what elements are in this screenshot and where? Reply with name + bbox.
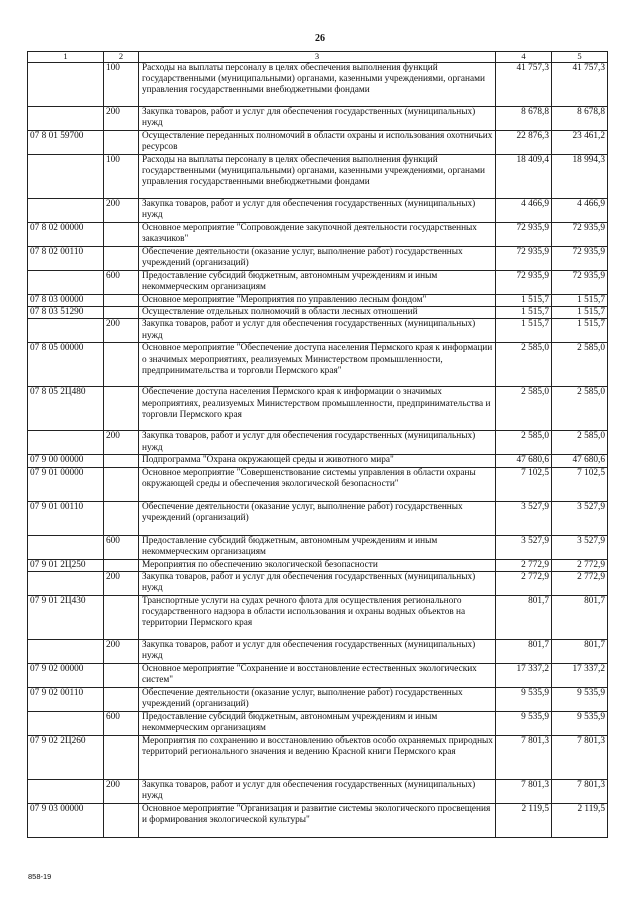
description-cell: Закупка товаров, работ и услуг для обеспечения государственных (муниципальных) нужд: [139, 639, 496, 663]
table-row: [28, 501, 608, 535]
amount-year2-cell: 2 585,0: [552, 343, 608, 387]
code-cell: 07 9 02 00000: [28, 663, 104, 687]
expense-type-cell: [104, 735, 139, 779]
amount-year1-cell: 72 935,9: [496, 271, 552, 295]
amount-year2-cell: 801,7: [552, 639, 608, 663]
description-cell: Осуществление переданных полномочий в области охраны и использования охотничьих ресурсов: [139, 131, 496, 155]
table-row: [28, 271, 608, 295]
amount-year2-cell: 47 680,6: [552, 455, 608, 467]
expense-type-cell: 200: [104, 107, 139, 131]
table-row: [28, 199, 608, 223]
amount-year2-cell: 1 515,7: [552, 307, 608, 319]
expense-type-cell: [104, 343, 139, 387]
expense-type-cell: 600: [104, 271, 139, 295]
description-cell: Обеспечение деятельности (оказание услуг, выполнение работ) государственных учреждений (организаций): [139, 501, 496, 535]
description-cell: Предоставление субсидий бюджетным, автономным учреждениям и иным некоммерческим организациям: [139, 535, 496, 559]
description-cell: Обеспечение деятельности (оказание услуг, выполнение работ) государственных учреждений (организаций): [139, 247, 496, 271]
amount-year2-cell: 72 935,9: [552, 247, 608, 271]
code-cell: 07 9 01 2Ц250: [28, 559, 104, 571]
amount-year2-cell: 2 772,9: [552, 559, 608, 571]
table-row: [28, 779, 608, 803]
expense-type-cell: [104, 559, 139, 571]
amount-year2-cell: 23 461,2: [552, 131, 608, 155]
expense-type-cell: [104, 501, 139, 535]
code-cell: 07 8 01 59700: [28, 131, 104, 155]
expense-type-cell: [104, 307, 139, 319]
table-row: [28, 455, 608, 467]
description-cell: Основное мероприятие "Мероприятия по управлению лесным фондом": [139, 295, 496, 307]
table-row: [28, 711, 608, 735]
amount-year2-cell: 2 119,5: [552, 803, 608, 837]
description-cell: Закупка товаров, работ и услуг для обеспечения государственных (муниципальных) нужд: [139, 571, 496, 595]
code-cell: 07 9 02 00110: [28, 687, 104, 711]
expense-type-cell: [104, 595, 139, 639]
description-cell: Мероприятия по обеспечению экологической безопасности: [139, 559, 496, 571]
table-row: [28, 467, 608, 501]
description-cell: Закупка товаров, работ и услуг для обеспечения государственных (муниципальных) нужд: [139, 779, 496, 803]
amount-year1-cell: 3 527,9: [496, 501, 552, 535]
table-row: [28, 319, 608, 343]
amount-year1-cell: 7 801,3: [496, 779, 552, 803]
amount-year2-cell: 72 935,9: [552, 271, 608, 295]
budget-table: [27, 51, 608, 838]
code-cell: 07 9 01 00110: [28, 501, 104, 535]
amount-year1-cell: 8 678,8: [496, 107, 552, 131]
amount-year2-cell: 9 535,9: [552, 711, 608, 735]
description-cell: Закупка товаров, работ и услуг для обеспечения государственных (муниципальных) нужд: [139, 199, 496, 223]
expense-type-cell: [104, 295, 139, 307]
description-cell: Расходы на выплаты персоналу в целях обеспечения выполнения функций государственными (муниципальными) органами, казенными учреждениями, органами управления государственными внебюджетными фондами: [139, 63, 496, 107]
table-row: [28, 307, 608, 319]
amount-year1-cell: 801,7: [496, 639, 552, 663]
amount-year1-cell: 1 515,7: [496, 295, 552, 307]
expense-type-cell: 100: [104, 155, 139, 199]
amount-year2-cell: 8 678,8: [552, 107, 608, 131]
amount-year1-cell: 72 935,9: [496, 223, 552, 247]
description-cell: Закупка товаров, работ и услуг для обеспечения государственных (муниципальных) нужд: [139, 319, 496, 343]
expense-type-cell: [104, 131, 139, 155]
table-row: [28, 343, 608, 387]
expense-type-cell: 200: [104, 779, 139, 803]
description-cell: Предоставление субсидий бюджетным, автономным учреждениям и иным некоммерческим организациям: [139, 711, 496, 735]
description-cell: Предоставление субсидий бюджетным, автономным учреждениям и иным некоммерческим организациям: [139, 271, 496, 295]
header-cell: 3: [139, 52, 496, 63]
amount-year2-cell: 41 757,3: [552, 63, 608, 107]
description-cell: Осуществление отдельных полномочий в области лесных отношений: [139, 307, 496, 319]
table-row: [28, 155, 608, 199]
expense-type-cell: [104, 687, 139, 711]
description-cell: Расходы на выплаты персоналу в целях обеспечения выполнения функций государственными (муниципальными) органами, казенными учреждениями, органами управления государственными внебюджетными фондами: [139, 155, 496, 199]
code-cell: 07 8 02 00110: [28, 247, 104, 271]
table-row: [28, 595, 608, 639]
amount-year2-cell: 4 466,9: [552, 199, 608, 223]
footer-code: 858-19: [28, 872, 52, 881]
description-cell: Закупка товаров, работ и услуг для обеспечения государственных (муниципальных) нужд: [139, 431, 496, 455]
amount-year1-cell: 4 466,9: [496, 199, 552, 223]
expense-type-cell: [104, 663, 139, 687]
amount-year1-cell: 72 935,9: [496, 247, 552, 271]
table-row: [28, 223, 608, 247]
code-cell: 07 9 01 2Ц430: [28, 595, 104, 639]
table-row: [28, 107, 608, 131]
expense-type-cell: 200: [104, 431, 139, 455]
page-number: 26: [315, 33, 325, 44]
amount-year2-cell: 18 994,3: [552, 155, 608, 199]
code-cell: 07 8 03 00000: [28, 295, 104, 307]
amount-year1-cell: 9 535,9: [496, 711, 552, 735]
code-cell: [28, 155, 104, 199]
amount-year2-cell: 3 527,9: [552, 535, 608, 559]
amount-year1-cell: 41 757,3: [496, 63, 552, 107]
description-cell: Основное мероприятие "Сопровождение закупочной деятельности государственных заказчиков": [139, 223, 496, 247]
amount-year1-cell: 17 337,2: [496, 663, 552, 687]
table-row: [28, 735, 608, 779]
amount-year1-cell: 9 535,9: [496, 687, 552, 711]
amount-year2-cell: 7 102,5: [552, 467, 608, 501]
table-row: [28, 431, 608, 455]
table-row: [28, 387, 608, 431]
amount-year1-cell: 22 876,3: [496, 131, 552, 155]
description-cell: Основное мероприятие "Обеспечение доступа населения Пермского края к информации о значимых мероприятиях, реализуемых Министерством промышленности, предпринимательства и торговли Пермского края": [139, 343, 496, 387]
code-cell: 07 8 03 51290: [28, 307, 104, 319]
code-cell: [28, 431, 104, 455]
amount-year1-cell: 1 515,7: [496, 307, 552, 319]
expense-type-cell: [104, 387, 139, 431]
code-cell: 07 9 00 00000: [28, 455, 104, 467]
code-cell: 07 9 03 00000: [28, 803, 104, 837]
expense-type-cell: 200: [104, 639, 139, 663]
amount-year2-cell: 1 515,7: [552, 295, 608, 307]
table-row: [28, 663, 608, 687]
code-cell: [28, 107, 104, 131]
code-cell: 07 8 02 00000: [28, 223, 104, 247]
amount-year2-cell: 7 801,3: [552, 779, 608, 803]
amount-year1-cell: 801,7: [496, 595, 552, 639]
amount-year1-cell: 2 119,5: [496, 803, 552, 837]
table-row: [28, 687, 608, 711]
header-cell: 4: [496, 52, 552, 63]
description-cell: Основное мероприятие "Совершенствование системы управления в области охраны окружающей среды и обеспечения экологической безопасности": [139, 467, 496, 501]
table-row: [28, 559, 608, 571]
table-row: [28, 63, 608, 107]
table-row: [28, 247, 608, 271]
amount-year1-cell: 18 409,4: [496, 155, 552, 199]
amount-year1-cell: 2 772,9: [496, 559, 552, 571]
amount-year1-cell: 7 801,3: [496, 735, 552, 779]
amount-year1-cell: 47 680,6: [496, 455, 552, 467]
amount-year2-cell: 7 801,3: [552, 735, 608, 779]
expense-type-cell: 200: [104, 199, 139, 223]
amount-year1-cell: 2 585,0: [496, 387, 552, 431]
amount-year2-cell: 17 337,2: [552, 663, 608, 687]
amount-year2-cell: 2 585,0: [552, 387, 608, 431]
amount-year1-cell: 1 515,7: [496, 319, 552, 343]
amount-year2-cell: 2 585,0: [552, 431, 608, 455]
expense-type-cell: 200: [104, 319, 139, 343]
table-row: [28, 803, 608, 837]
code-cell: [28, 779, 104, 803]
code-cell: [28, 535, 104, 559]
amount-year2-cell: 1 515,7: [552, 319, 608, 343]
expense-type-cell: [104, 467, 139, 501]
code-cell: [28, 711, 104, 735]
table-row: [28, 131, 608, 155]
expense-type-cell: 100: [104, 63, 139, 107]
expense-type-cell: 600: [104, 711, 139, 735]
amount-year2-cell: 3 527,9: [552, 501, 608, 535]
code-cell: 07 8 05 00000: [28, 343, 104, 387]
amount-year2-cell: 72 935,9: [552, 223, 608, 247]
amount-year2-cell: 2 772,9: [552, 571, 608, 595]
description-cell: Транспортные услуги на судах речного флота для осуществления регионального государственного надзора в области использования и охраны водных объектов на территории Пермского края: [139, 595, 496, 639]
code-cell: [28, 63, 104, 107]
code-cell: [28, 639, 104, 663]
table-row: [28, 639, 608, 663]
description-cell: Основное мероприятие "Организация и развитие системы экологического просвещения и формирования экологической культуры": [139, 803, 496, 837]
code-cell: [28, 319, 104, 343]
description-cell: Мероприятия по сохранению и восстановлению объектов особо охраняемых природных территорий регионального значения и ведению Красной книги Пермского края: [139, 735, 496, 779]
header-cell: 5: [552, 52, 608, 63]
code-cell: 07 8 05 2Ц480: [28, 387, 104, 431]
description-cell: Закупка товаров, работ и услуг для обеспечения государственных (муниципальных) нужд: [139, 107, 496, 131]
expense-type-cell: [104, 247, 139, 271]
header-cell: 2: [104, 52, 139, 63]
expense-type-cell: [104, 223, 139, 247]
amount-year2-cell: 801,7: [552, 595, 608, 639]
description-cell: Подпрограмма "Охрана окружающей среды и животного мира": [139, 455, 496, 467]
amount-year1-cell: 2 585,0: [496, 431, 552, 455]
amount-year1-cell: 7 102,5: [496, 467, 552, 501]
code-cell: [28, 271, 104, 295]
amount-year2-cell: 9 535,9: [552, 687, 608, 711]
amount-year1-cell: 2 585,0: [496, 343, 552, 387]
amount-year1-cell: 2 772,9: [496, 571, 552, 595]
code-cell: 07 9 02 2Ц260: [28, 735, 104, 779]
code-cell: 07 9 01 00000: [28, 467, 104, 501]
table-row: [28, 571, 608, 595]
expense-type-cell: [104, 455, 139, 467]
expense-type-cell: 200: [104, 571, 139, 595]
description-cell: Обеспечение доступа населения Пермского края к информации о значимых мероприятиях, реализуемых Министерством промышленности, предпринимательства и торговли Пермского края: [139, 387, 496, 431]
header-cell: 1: [28, 52, 104, 63]
code-cell: [28, 571, 104, 595]
description-cell: Обеспечение деятельности (оказание услуг, выполнение работ) государственных учреждений (организаций): [139, 687, 496, 711]
amount-year1-cell: 3 527,9: [496, 535, 552, 559]
description-cell: Основное мероприятие "Сохранение и восстановление естественных экологических систем": [139, 663, 496, 687]
code-cell: [28, 199, 104, 223]
expense-type-cell: [104, 803, 139, 837]
table-header-row: [28, 52, 608, 63]
expense-type-cell: 600: [104, 535, 139, 559]
table-row: [28, 535, 608, 559]
table-row: [28, 295, 608, 307]
